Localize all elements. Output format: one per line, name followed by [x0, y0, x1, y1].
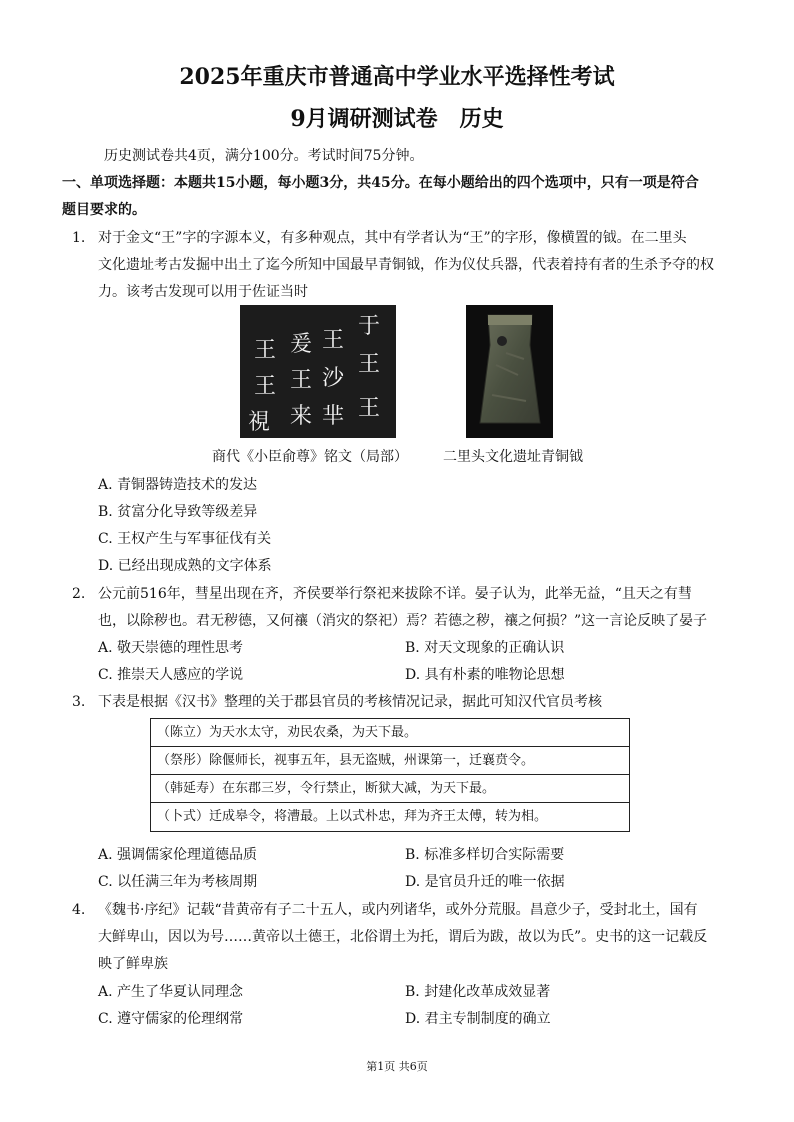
option-d[interactable]: D. 具有朴素的唯物论思想	[405, 667, 565, 683]
question-number: 2.	[72, 586, 86, 602]
option-d[interactable]: D. 君主专制制度的确立	[405, 1011, 551, 1027]
option-d[interactable]: D. 已经出现成熟的文字体系	[98, 558, 272, 574]
question-text: 公元前516年，彗星出现在齐，齐侯要举行祭祀来拔除不详。晏子认为，此举无益，“且天之有彗	[98, 586, 692, 602]
option-c[interactable]: C. 以任满三年为考核周期	[98, 874, 258, 890]
inscription-glyph: 王	[322, 328, 345, 353]
exam-title: 2025年重庆市普通高中学业水平选择性考试	[179, 64, 615, 90]
question-text: 也，以除秽也。君无秽德，又何禳（消灾的祭祀）焉？若德之秽，禳之何损？”这一言论反映了晏子	[98, 613, 708, 629]
option-b[interactable]: B. 对天文现象的正确认识	[405, 640, 565, 656]
question-number: 4.	[72, 902, 86, 918]
question-text: 映了鲜卑族	[98, 956, 168, 972]
inscription-glyph: 王	[358, 396, 381, 421]
table-row: （卜式）迁成皋令，将漕最。上以式朴忠，拜为齐王太傅，转为相。	[157, 809, 548, 824]
question-text: 大鲜卑山，因以为号……黄帝以土德王，北俗谓土为托，谓后为跋，故以为氏”。史书的这一记载反	[98, 929, 708, 945]
table-row: （陈立）为天水太守，劝民农桑，为天下最。	[151, 719, 629, 747]
question-text: 对于金文“王”字的字源本义，有多种观点，其中有学者认为“王”的字形，像横置的钺。在二里头	[98, 230, 687, 246]
inscription-glyph: 沙	[322, 366, 345, 391]
question-number: 1.	[72, 230, 86, 246]
bronze-axe-icon	[466, 305, 553, 438]
section-heading-line1: 一、单项选择题：本题共15小题，每小题3分，共45分。在每小题给出的四个选项中，只有一项是符合	[62, 175, 699, 191]
option-c[interactable]: C. 遵守儒家的伦理纲常	[98, 1011, 244, 1027]
section-heading-line2: 题目要求的。	[62, 202, 146, 218]
inscription-glyph: 来	[290, 404, 313, 429]
inscription-rubbing-image	[240, 305, 396, 438]
inscription-glyph: 王	[358, 352, 381, 377]
bronze-axe-image	[466, 305, 553, 438]
page-footer: 第1页 共6页	[366, 1060, 428, 1073]
question-text: 《魏书·序纪》记载“昔黄帝有子二十五人，或内列诸华，或外分荒服。昌意少子，受封北土，国有	[98, 902, 698, 918]
table-row: （祭彤）除偃师长，视事五年，县无盗贼，州课第一，迁襄贲令。	[151, 747, 629, 775]
option-c[interactable]: C. 推崇天人感应的学说	[98, 667, 244, 683]
inscription-glyph: 王	[290, 368, 313, 393]
option-a[interactable]: A. 强调儒家伦理道德品质	[98, 847, 258, 863]
option-b[interactable]: B. 贫富分化导致等级差异	[98, 504, 258, 520]
option-b[interactable]: B. 封建化改革成效显著	[405, 984, 551, 1000]
option-b[interactable]: B. 标准多样切合实际需要	[405, 847, 565, 863]
inscription-glyph: 爰	[290, 332, 313, 357]
option-c[interactable]: C. 王权产生与军事征伐有关	[98, 531, 272, 547]
option-a[interactable]: A. 产生了华夏认同理念	[98, 984, 244, 1000]
option-a[interactable]: A. 敬天崇德的理性思考	[98, 640, 244, 656]
image-caption-left: 商代《小臣俞尊》铭文（局部）	[212, 449, 408, 465]
inscription-glyph: 于	[358, 314, 381, 339]
question-text: 下表是根据《汉书》整理的关于郡县官员的考核情况记录，据此可知汉代官员考核	[98, 694, 602, 710]
option-d[interactable]: D. 是官员升迁的唯一依据	[405, 874, 565, 890]
exam-intro: 历史测试卷共4页，满分100分。考试时间75分钟。	[104, 148, 424, 164]
table-row: （韩延寿）在东郡三岁，令行禁止，断狱大减，为天下最。	[151, 775, 629, 803]
option-a[interactable]: A. 青铜器铸造技术的发达	[98, 477, 258, 493]
image-caption-right: 二里头文化遗址青铜钺	[443, 449, 583, 465]
inscription-glyph: 王	[254, 338, 277, 363]
inscription-glyph: 視	[248, 410, 271, 435]
question-text: 文化遗址考古发掘中出土了迄今所知中国最早青铜钺，作为仪仗兵器，代表着持有者的生杀予夺的权	[98, 257, 714, 273]
question-number: 3.	[72, 694, 86, 710]
inscription-glyph: 芈	[322, 404, 345, 429]
inscription-glyph: 王	[254, 374, 277, 399]
records-table	[150, 718, 630, 832]
question-text: 力。该考古发现可以用于佐证当时	[98, 284, 308, 300]
exam-subtitle: 9月调研测试卷 历史	[290, 106, 504, 132]
